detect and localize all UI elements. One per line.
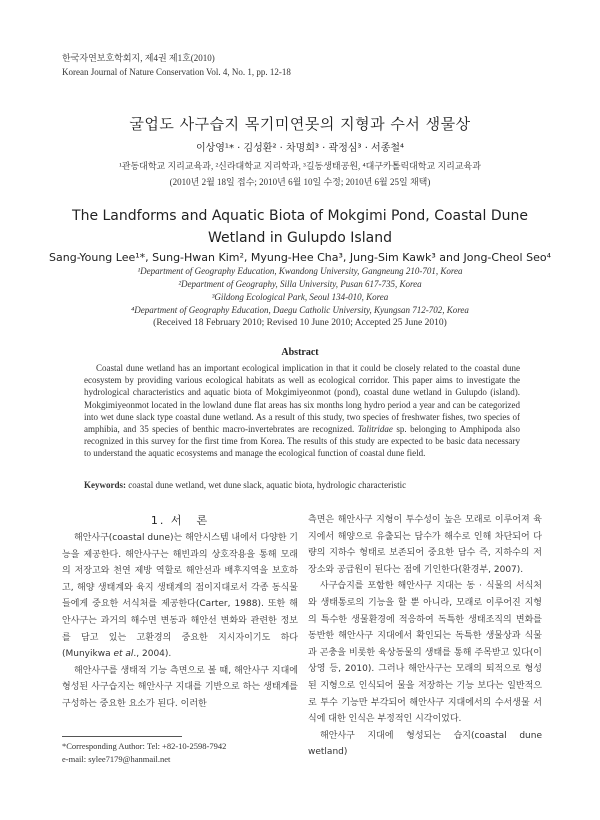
paragraph: 측면은 해안사구 지형이 투수성이 높은 모래로 이루어져 육지에서 해양으로 유출되는 담수가 해수로 인해 차단되어 다량의 지하수 형태로 보존되어 중요한 담수 즉, 지하수의 저장소와 공급원이 된다는 점에 기인한다(환경부, 2007). xyxy=(308,515,542,575)
citation-italic: et al xyxy=(113,649,134,660)
authors-english: Sang-Young Lee¹*, Sung-Hwan Kim², Myung-Hee Cha³, Jung-Sim Kawk³ and Jong-Cheol Seo⁴ xyxy=(49,251,551,264)
section-heading: 1. 서 론 xyxy=(150,514,210,527)
affiliations-korean: ¹관동대학교 지리교육과, ²신라대학교 지리학과, ³길동생태공원, ⁴대구카톨릭대학교 지리교육과 xyxy=(119,161,481,171)
abstract-text xyxy=(84,362,520,460)
affiliation-1: ¹Department of Geography Education, Kwandong University, Gangneung 210-701, Korea xyxy=(137,266,463,276)
title-korean: 굴업도 사구습지 목기미연못의 지형과 수서 생물상 xyxy=(129,115,471,133)
paragraph: 해안사구 지대에 형성되는 습지(coastal dune wetland) xyxy=(308,730,542,758)
keywords-text: coastal dune wetland, wet dune slack, aquatic biota, hydrologic characteristic xyxy=(126,480,407,490)
body-column-left xyxy=(62,530,298,713)
body-column-right xyxy=(308,512,542,761)
journal-line-korean: 한국자연보호학회지, 제4권 제1호(2010) xyxy=(62,53,215,63)
affiliations-english xyxy=(0,265,600,317)
affiliation-4: ⁴Department of Geography Education, Daegu Catholic University, Kyungsan 712-702, Korea xyxy=(131,305,469,315)
dates-korean: (2010년 2월 18일 접수; 2010년 6월 10일 수정; 2010년 6월 25일 채택) xyxy=(169,177,431,187)
paragraph: 해안사구를 생태적 기능 측면으로 볼 때, 해안사구 지대에 형성된 사구습지는 해안사구 지대를 기반으로 하는 생태계를 구성하는 중요한 요소가 된다. 이러한 xyxy=(62,665,298,709)
abstract-italic-taxon: Talitridae xyxy=(357,424,393,435)
footnote-divider xyxy=(62,736,182,737)
abstract-part-2: sp. belonging to Amphipoda also recognized in this survey for the first time from Korea. The results of this study are expected to be basic data necessary to understand the aquatic ecosystems and manage the ecological function of coastal dune field. xyxy=(84,424,521,459)
abstract-title: Abstract xyxy=(281,347,319,358)
dates-english: (Received 18 February 2010; Revised 10 June 2010; Accepted 25 June 2010) xyxy=(153,318,447,328)
keywords-label: Keywords: xyxy=(84,480,126,490)
journal-line-english: Korean Journal of Nature Conservation Vol. 4, No. 1, pp. 12-18 xyxy=(62,67,291,77)
affiliation-3: ³Gildong Ecological Park, Seoul 134-010, Korea xyxy=(211,292,389,302)
affiliation-2: ²Department of Geography, Silla University, Pusan 617-735, Korea xyxy=(178,279,422,289)
author-email: e-mail: sylee7179@hanmail.net xyxy=(62,754,171,764)
paragraph: 사구습지를 포함한 해안사구 지대는 동 · 식물의 서식처와 생태통로의 기능을 할 뿐 아니라, 모래로 이루어진 지형의 특수한 생물환경에 적응하여 독특한 생태조직의 변화를 동반한 해안사구 지대에서 확인되는 독특한 생물상과 식물과 곤충을 비롯한 육상동물의 생태를 통해 주목받고 있다(이상영 등, 2010). 그러나 해안사구는 모래의 퇴적으로 형성된 지형으로 인식되어 물을 저장하는 기능 보다는 일반적으로 투수 기능만 부각되어 해안사구 지대에서의 수서생물 서식에 대한 인식은 부정적인 시각이었다. xyxy=(308,581,542,725)
paragraph-text: 해안사구(coastal dune)는 해안시스템 내에서 다양한 기능을 제공한다. 해안사구는 해빈과의 상호작용을 통해 모래의 저장고와 천연 제방 역할로 해안선과 배후지역을 보호하고, 해양 생태계와 육지 생태계의 점이지대로서 각종 동식물들에게 중요한 서식처를 제공한다(Carter, 1988). 또한 해안사구는 과거의 해수면 변동과 해안선 변화와 관련한 정보를 담고 있는 고환경의 중요한 지시자이기도 하다(Munyikwa xyxy=(62,533,298,660)
keywords xyxy=(84,480,520,490)
title-english: The Landforms and Aquatic Biota of Mokgimi Pond, Coastal Dune Wetland in Gulupdo Island xyxy=(72,208,528,246)
abstract-part-1: Coastal dune wetland has an important ecological implication in that it could be closely related to the coastal dune ecosystem by providing various ecological habitats as well as ecological corridor. This paper aims to investigate the hydrological characteristics and aquatic biota of Mokgimiyeonmot (pond), coastal dune wetland in Gulupdo (island). Mokgimiyeonmot located in the lowland dune flat areas has six months long hydro period a year and can be categorized into wet dune slack type coastal dune wetland. As a result of this study, two species of freshwater fishes, two species of amphibia, and 35 species of benthic macro-invertebrates are recognized. xyxy=(84,363,520,435)
paragraph xyxy=(62,530,298,663)
authors-korean: 이상영¹* · 김성환² · 차명희³ · 곽정심³ · 서종철⁴ xyxy=(195,143,405,154)
paragraph-text: ., 2004). xyxy=(133,649,172,660)
footnote xyxy=(62,740,226,766)
journal-header xyxy=(62,51,291,79)
corresponding-author: *Corresponding Author: Tel: +82-10-2598-7942 xyxy=(62,741,227,751)
